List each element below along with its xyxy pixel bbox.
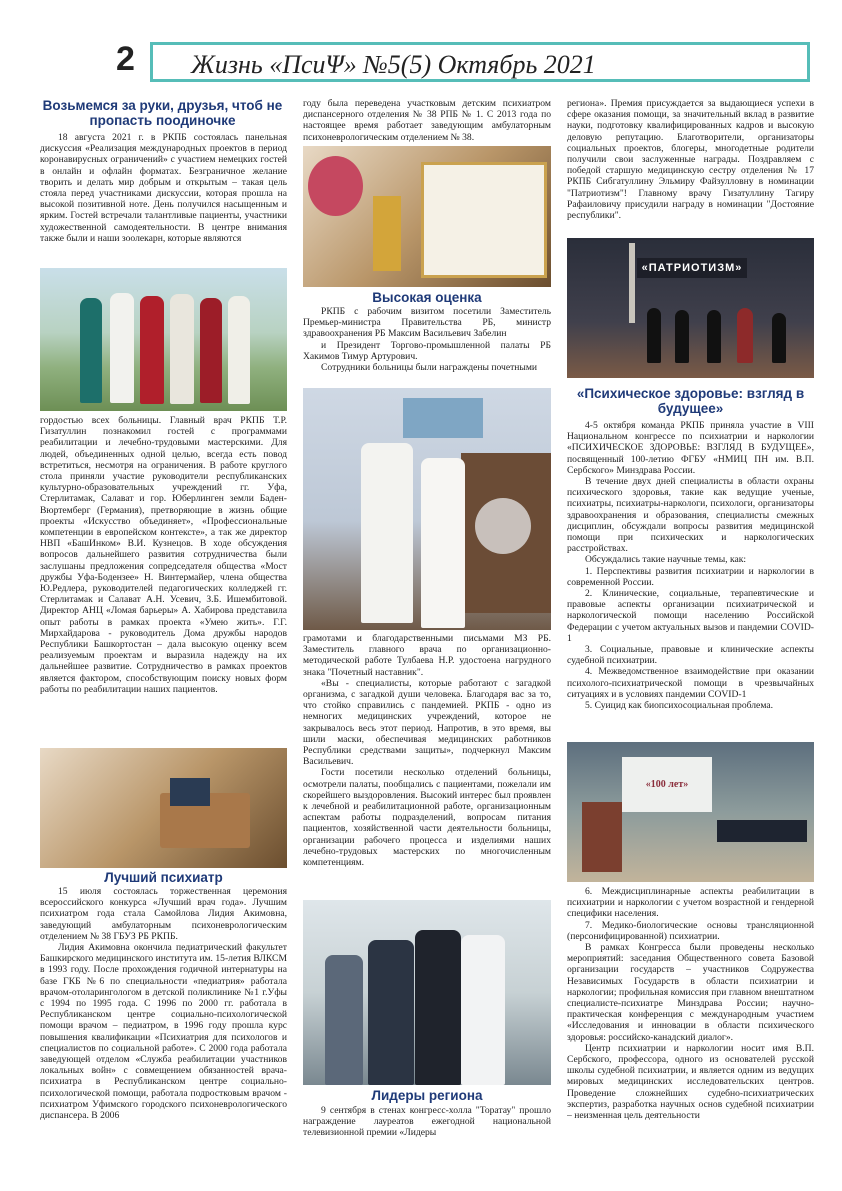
photo-round-table [40,748,287,868]
article-title: Лидеры региона [371,1088,483,1103]
article-text [303,306,551,384]
paragraph: гордостью всех больницы. Главный врач РКПБ Т.Р. Гизатуллин познакомил гостей с программами реабилитации и лечебно-трудовыми мастерскими. Для людей, объединенных одной целью, всегда есть повод встретиться, несмотря на ограничения. В работе круглого стола приняли участие руководители республиканских культурно-образовательных учреждений гг. Уфа, Стерлитамак, Салават и гор. Юберлинген земли Баден-Вюртемберг (Германия), претворяющие в жизнь общие проекты «Искусство объединяет», «Профессиональные компетенции в европейском контексте», а так же директор НВП «БашИнком» В.И. Кузнецов. В ходе обсуждения вопросов дальнейшего развития сотрудничества были заслушаны предложения сопредседателя общества «Мост дружбы Уфа-Бодензее» Н. Винтермайер, члена общества Ю.Редлера, руководителей педагогических колледжей гг. Стерлитамак и Салават А.Н. Усевич, З.Б. Ишембитовой. Директор АНЦ «Ломая барьеры» А. Хабирова представила опыт работы в рамках проекта «Умею жить». Г.Г. Мирхайдарова - руководитель Дома дружбы народов Республики Башкортостан – дала высокую оценку всем реализуемым проектам и выразила надежду на их дальнейшее развитие. Сотрудничество в рамках проектов является фактором, способствующим поиску новых форм работы по реабилитации наших пациентов. [40,415,287,695]
photo-award-ceremony [303,388,551,630]
paragraph: Лидия Акимовна окончила педиатрический факультет Башкирского медицинского института им. 15-летия ВЛКСМ в 1993 году. После прохождения годичной интернатуры на базе ГКБ №6 по специальности «педиатрия» работала врачом-отоларингологом в детской поликлинике №1 г.Уфы с 1994 по 1995 года. С 1996 по 2000 гг. работала в Республиканском центре социально-психологической помощи врачом – педиатром, в 1996 году прошла курс повышения квалификации «Психиатрия для психологов и специалистов по социальной работе». С 2000 года работала заведующей отделом «Служба реабилитации участников локальных войн» с совмещением обязанностей врача-психиатра в Республиканском центре социально-психологической помощи, работала подростковым врачом - психиатром Уфимского городского психоневрологического диспансера. В 2006 [40,942,287,1122]
list-item: 4. Межведомственное взаимодействие при оказании психолого-психиатрической помощи в чрезвычайных ситуациях и в условиях пандемии COVID-1 [567,666,814,700]
list-item: 3. Социальные, правовые и клинические аспекты судебной психиатрии. [567,644,814,667]
paragraph: 18 августа 2021 г. в РКПБ состоялась панельная дискуссия «Реализация международных проектов в период коронавирусных ограничений» с участием немецких гостей в онлайн и офлайн форматах. Безграничное желание творить и делать мир добрым и открытым – такая цель стояла перед участниками дискуссии, которая прошла на высокой позитивной ноте. День получился насыщенным и ярким. Гостей встречали талантливые пациенты, участники художественной самодеятельности. В центре внимания также были и наши зоолекарн, которые являются [40,132,287,244]
list-item: 5. Суицид как биопсихосоциальная проблема. [585,700,773,712]
list-item: 6. Междисциплинарные аспекты реабилитации в психиатрии и наркологии с учетом возрастной и гендерной специфики населения. [567,886,814,920]
paragraph: и Президент Торгово-промышленной палаты РБ Хакимов Тимур Артурович. [303,339,551,362]
paragraph: грамотами и благодарственными письмами МЗ РБ. Заместитель главного врача по организационно-методической работе Тулбаева Н.Р. удостоена нагрудного знака "Почетный наставник". [303,633,551,678]
masthead-title: Жизнь «ПсиΨ» №5(5) Октябрь 2021 [150,42,810,82]
banner-text: «ПАТРИОТИЗМ» [637,258,747,278]
paragraph: «Вы - специалисты, которые работают с загадкой организма, с загадкой души человека. Благодаря вас за то, что стойко справились с пандемией. РКПБ - одно из немногих медицинских учреждений, которое не закрывалось весь этот период. Напротив, в это время, вы шили маски, обеспечивая медицинских работников Республики средствами защиты», подчеркнул Максим Васильевич. [303,677,551,768]
list-item: 1. Перспективы развития психиатрии и наркологии в современной России. [567,565,814,588]
paragraph: В рамках Конгресса были проведены несколько мероприятий: заседания Общественного совета Базовой организации государств – участников Содружества Независимых Государств в области психиатрии и наркологии; профильная комиссия при главном внештатном специалисте-психиатре Минздрава России; научно-практическая конференция с международным участием «Исследования и инновации в области психического здоровья: российско-канадский диалог». [567,942,814,1043]
photo-hospital-visit [303,900,551,1085]
page-number: 2 [116,40,135,78]
article-text [303,1105,551,1141]
article-text [303,633,551,893]
paragraph: Гости посетили несколько отделений больницы, осмотрели палаты, пообщались с пациентами, пожелали им скорейшего выздоровления. Высокий интерес был проявлен к лечебной и реабилитационной работе, организационным аспектам работы подразделений, вопросам питания пациентов, хозяйственной части деятельности больницы, организации рабочего процесса и изделиями наших лечебно-трудовых мастерских по многочисленным компетенциям. [303,767,551,869]
article-text [303,98,551,144]
list-item: 7. Медико-биологические основы трансляционной (персонифицированной) психиатрии. [567,919,814,942]
article-text [40,132,287,269]
photo-congress-hall [567,742,814,882]
list-item: 2. Клинические, социальные, терапевтические и правовые аспекты организации психиатрической и наркологической помощи населению Российской Федерации с учетом актуальных вызов и пандемии COVID-1 [567,588,814,644]
article-text [40,415,287,740]
article-text [567,420,814,735]
paragraph: РКПБ с рабочим визитом посетили Заместитель Премьер-министра Правительства РБ, министр здравоохранения РБ Максим Васильевич Забелин [303,306,551,340]
paragraph: 9 сентября в стенах конгресс-холла "Торатау" прошло награждение лауреатов ежегодной национальной телевизионной премии «Лидеры [303,1105,551,1139]
photo-patriotism-stage [567,238,814,378]
photo-diploma-award [303,146,551,287]
paragraph: 15 июля состоялась торжественная церемония всероссийского конкурса «Лучший врач года». Лучшим психиатром года стала Самойлова Лидия Акимовна, заведующий амбулаторным психоневрологическим отделением № 38 ГБУЗ РБ РКПБ. [40,886,287,942]
article-title: Лучший психиатр [104,870,223,885]
paragraph: году была переведена участковым детским психиатром диспансерного отделения № 38 РПБ № 1. С 2013 года по настоящее время работает заведующим амбулаторным психоневрологическим отделением № 38. [303,98,551,143]
paragraph: Сотрудники больницы были награждены почетными [321,362,538,374]
photo-folk-ensemble [40,268,287,411]
article-title: Возьмемся за руки, друзья, чтоб не пропасть поодиночке [42,98,283,128]
paragraph: региона». Премия присуждается за выдающиеся успехи в сфере оказания помощи, за значительный вклад в развитие науки, подготовку квалифицированных кадров и высокую деловую репутацию. Благотворители, организаторы социальных проектов, блогеры, многодетные родители получили свои заслуженные награды. Поздравляем с победой старшую медицинскую сестру отделения № 17 РКПБ Сибгатуллину Эльмиру Файзулловну в номинации "Патриотизм"! Главному врачу Гизатуллину Тагиру Рафаиловичу присудили награду в номинации "Достояние республики". [567,98,814,222]
article-title: «Психическое здоровье: взгляд в будущее» [576,386,805,416]
article-text [567,886,814,1181]
paragraph: В течение двух дней специалисты в области охраны психического здоровья, такие как ведущие ученые, психиатры, психиатры-наркологи, психологи, организаторы здравоохранения и образования, специалисты смежных дисциплин, обсуждали вопросы развития медицинской помощи при психических и наркологических расстройствах. [567,476,814,555]
paragraph: Центр психиатрии и наркологии носит имя В.П. Сербского, профессора, одного из основателей русской школы судебной психиатрии, и является одним из ведущих мировых медицинских исследовательских центров. Проведение сложнейших судебно-психиатрических экспертиз, разработка научных основ судебной психиатрии – неизменная цель деятельности [567,1042,814,1122]
paragraph: Обсуждались такие научные темы, как: [585,554,747,566]
article-text [40,886,287,1181]
article-text [567,98,814,235]
article-title: Высокая оценка [372,290,482,305]
screen-text: «100 лет» [622,757,712,812]
paragraph: 4-5 октября команда РКПБ приняла участие в VIII Национальном конгрессе по психиатрии и наркологии «ПСИХИЧЕСКОЕ ЗДОРОВЬЕ: ВЗГЛЯД В БУДУЩЕЕ», посвященный 100-летию ФГБУ «НМИЦ ПН им. В.П. Сербского» Минздрава России. [567,420,814,476]
